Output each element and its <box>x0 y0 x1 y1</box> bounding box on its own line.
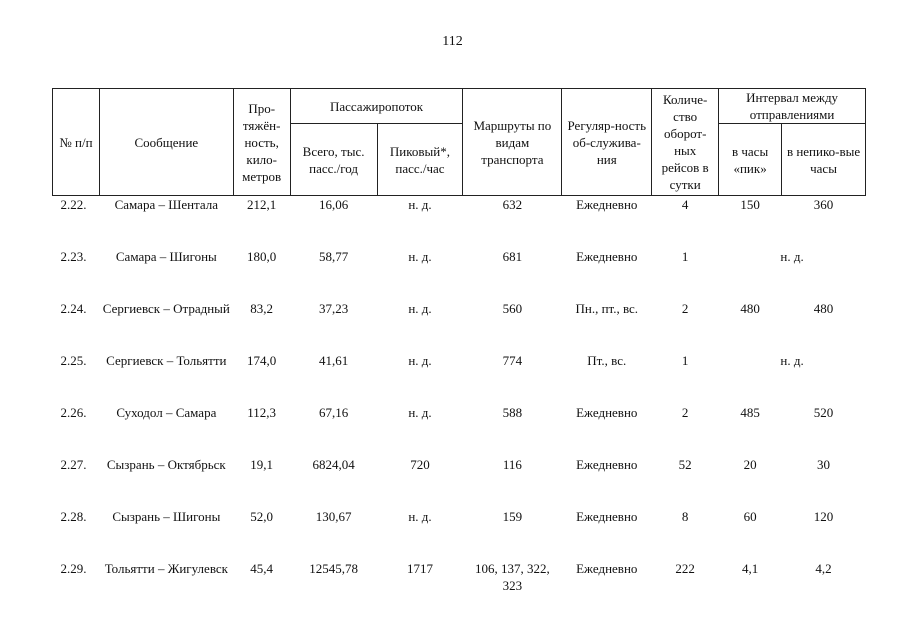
row-length: 212,1 <box>247 197 277 212</box>
table-row <box>53 300 866 352</box>
row-regularity: Ежедневно <box>576 404 638 420</box>
header-route: Сообщение <box>99 89 233 196</box>
row-trips: 1 <box>681 248 689 264</box>
table-row <box>53 560 866 602</box>
row-length: 19,1 <box>250 456 274 472</box>
table-row <box>53 508 866 560</box>
row-interval-offpeak: 520 <box>813 404 834 420</box>
row-flow-peak: н. д. <box>408 404 432 420</box>
row-length: 180,0 <box>247 248 277 264</box>
row-routes: 560 <box>502 300 523 316</box>
row-num: 2.29. <box>60 560 87 576</box>
row-trips: 2 <box>681 404 689 420</box>
row-route: Сызрань – Шигоны <box>112 508 221 524</box>
header-flow-peak: Пиковый*, пасс./час <box>377 124 463 196</box>
page-number: 112 <box>442 34 463 49</box>
row-num: 2.28. <box>60 508 87 524</box>
row-interval-offpeak: 30 <box>817 456 831 472</box>
row-flow-total: 16,06 <box>318 197 349 212</box>
row-flow-peak: н. д. <box>408 248 432 264</box>
row-route: Сергиевск – Отрадный <box>102 300 230 316</box>
row-routes: 106, 137, 322, 323 <box>475 560 550 593</box>
row-num: 2.23. <box>60 248 87 264</box>
row-length: 45,4 <box>250 560 274 576</box>
row-trips: 2 <box>681 300 689 316</box>
row-flow-total: 12545,78 <box>309 560 358 576</box>
row-regularity: Пт., вс. <box>587 352 627 368</box>
row-interval-offpeak: 4,2 <box>815 560 832 576</box>
row-num: 2.27. <box>60 456 87 472</box>
row-route: Самара – Шигоны <box>115 248 217 264</box>
row-flow-peak: н. д. <box>408 508 432 524</box>
row-flow-total: 41,61 <box>318 352 349 368</box>
row-trips: 4 <box>681 197 689 212</box>
row-trips: 8 <box>681 508 689 524</box>
row-trips: 52 <box>678 456 692 472</box>
row-flow-peak: 1717 <box>406 560 433 576</box>
table-row <box>53 404 866 456</box>
table-row <box>53 352 866 404</box>
row-routes: 116 <box>502 456 522 472</box>
row-regularity: Ежедневно <box>576 560 638 576</box>
header-regularity: Регуляр-ность об-служива-ния <box>562 89 652 196</box>
row-length: 52,0 <box>250 508 274 524</box>
row-regularity: Пн., пт., вс. <box>575 300 639 316</box>
header-length: Про-тяжён-ность, кило-метров <box>233 89 290 196</box>
row-length: 112,3 <box>247 404 277 420</box>
table-header <box>53 89 866 196</box>
row-routes: 632 <box>502 197 523 212</box>
row-route: Самара – Шентала <box>114 197 219 212</box>
row-num: 2.22. <box>60 197 87 212</box>
header-trips: Количе-ство оборот-ных рейсов в сутки <box>652 89 719 196</box>
row-flow-total: 58,77 <box>318 248 349 264</box>
header-num: № п/п <box>53 89 100 196</box>
row-flow-peak: н. д. <box>408 300 432 316</box>
row-routes: 588 <box>502 404 523 420</box>
header-interval-offpeak: в непико-вые часы <box>782 124 866 196</box>
row-interval-offpeak: 480 <box>813 300 834 316</box>
row-interval-merged: н. д. <box>780 352 804 368</box>
row-regularity: Ежедневно <box>576 508 638 524</box>
row-flow-total: 67,16 <box>318 404 349 420</box>
row-route: Суходол – Самара <box>116 404 217 420</box>
row-regularity: Ежедневно <box>576 456 638 472</box>
row-trips: 222 <box>675 560 695 576</box>
row-flow-total: 6824,04 <box>312 456 355 472</box>
table-row <box>53 196 866 248</box>
routes-table <box>52 88 866 602</box>
row-trips: 1 <box>681 352 689 368</box>
row-num: 2.24. <box>60 300 87 316</box>
row-interval-offpeak: 360 <box>813 197 834 212</box>
row-flow-peak: н. д. <box>408 197 432 212</box>
row-regularity: Ежедневно <box>576 197 638 212</box>
row-interval-peak: 480 <box>740 300 760 316</box>
table-body <box>53 196 866 602</box>
header-interval: Интервал между отправлениями <box>719 89 866 124</box>
row-interval-offpeak: 120 <box>813 508 834 524</box>
row-flow-peak: 720 <box>410 456 430 472</box>
row-routes: 774 <box>502 352 523 368</box>
row-num: 2.25. <box>60 352 87 368</box>
row-interval-peak: 485 <box>740 404 760 420</box>
header-passenger-flow: Пассажиропоток <box>290 89 463 124</box>
row-interval-peak: 60 <box>743 508 757 524</box>
row-routes: 159 <box>502 508 523 524</box>
row-interval-peak: 20 <box>743 456 757 472</box>
row-interval-peak: 4,1 <box>741 560 759 576</box>
header-routes: Маршруты по видам транспорта <box>463 89 562 196</box>
row-length: 83,2 <box>250 300 274 316</box>
row-flow-total: 130,67 <box>315 508 352 524</box>
row-route: Сергиевск – Тольятти <box>106 352 227 368</box>
row-route: Тольятти – Жигулевск <box>104 560 228 576</box>
row-length: 174,0 <box>247 352 277 368</box>
row-interval-peak: 150 <box>740 197 760 212</box>
row-regularity: Ежедневно <box>576 248 638 264</box>
row-flow-total: 37,23 <box>318 300 349 316</box>
table-row <box>53 248 866 300</box>
row-route: Сызрань – Октябрьск <box>106 456 226 472</box>
row-flow-peak: н. д. <box>408 352 432 368</box>
header-flow-total: Всего, тыс. пасс./год <box>290 124 377 196</box>
header-interval-peak: в часы «пик» <box>719 124 782 196</box>
table-row <box>53 456 866 508</box>
row-interval-merged: н. д. <box>780 248 804 264</box>
row-routes: 681 <box>502 248 523 264</box>
row-num: 2.26. <box>60 404 87 420</box>
